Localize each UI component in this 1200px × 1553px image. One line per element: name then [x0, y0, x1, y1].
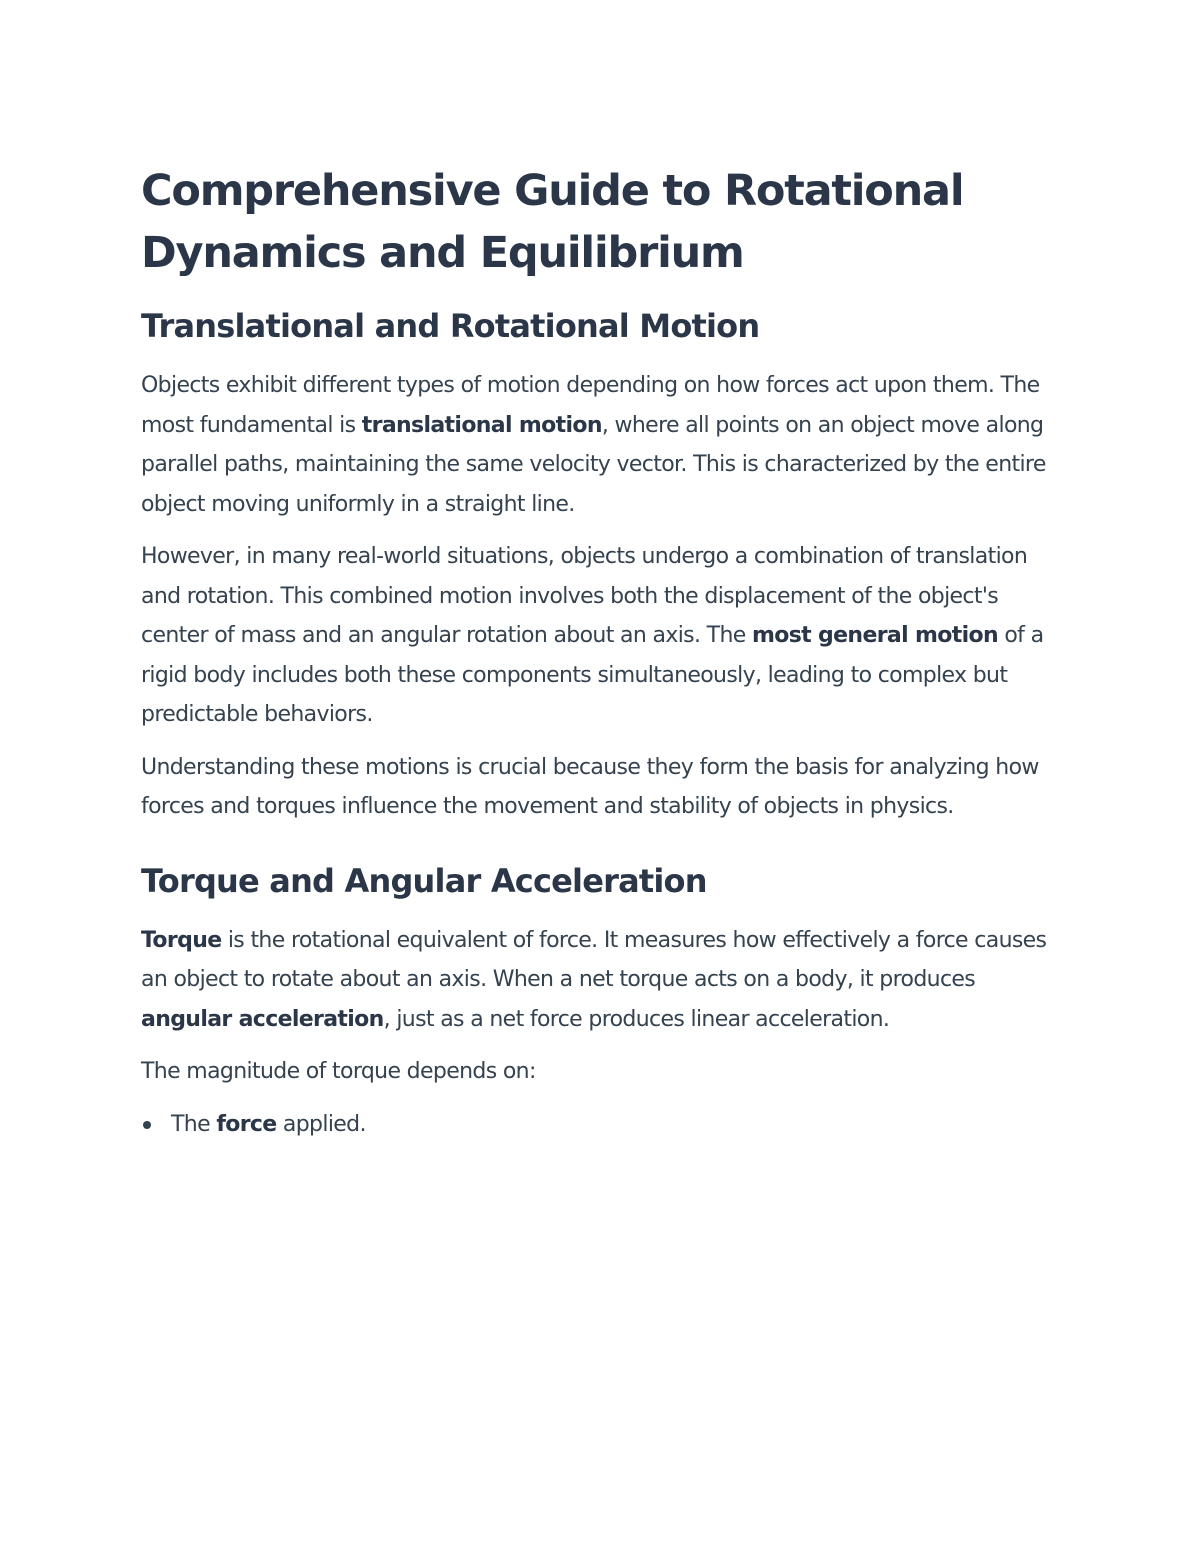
paragraph	[141, 366, 1061, 524]
bold-term: translational motion	[361, 412, 602, 438]
list-item	[141, 1105, 1061, 1145]
document-page	[141, 160, 1061, 1144]
section-translational-rotational-motion	[141, 306, 1061, 827]
bold-term: most general motion	[752, 623, 998, 648]
list-item-text: The	[171, 1111, 217, 1137]
paragraph-text: , where all points on an object move along parallel paths, maintaining the same velocity vector. This is characterized by the entire object moving uniformly in a straight line.	[141, 412, 1046, 517]
bold-term: force	[216, 1111, 277, 1137]
bullet-list	[141, 1105, 1061, 1145]
page-title: Comprehensive Guide to Rotational Dynamics and Equilibrium	[141, 166, 964, 278]
bullet-dot-icon	[143, 1121, 151, 1129]
paragraph	[141, 748, 1061, 827]
section-torque-angular-acceleration	[141, 861, 1061, 1145]
paragraph	[141, 1052, 1061, 1092]
paragraph-text: , just as a net force produces linear acceleration.	[383, 1006, 890, 1032]
list-item-text: applied.	[276, 1111, 366, 1137]
paragraph-text: Understanding these motions is crucial because they form the basis for analyzing how forces and torques influence the movement and stability of objects in physics.	[141, 754, 1039, 819]
paragraph-text: Objects exhibit different types of motion depending on how forces act upon them. The most fundamental is	[141, 373, 1040, 438]
paragraph	[141, 537, 1061, 735]
paragraph-text: is the rotational equivalent of force. It measures how effectively a force causes an object to rotate about an axis. When a net torque acts on a body, it produces	[141, 927, 1047, 992]
section-heading: Translational and Rotational Motion	[141, 307, 760, 345]
bold-term: angular acceleration	[141, 1006, 384, 1032]
bold-term: Torque	[141, 927, 222, 953]
paragraph-text: of a rigid body includes both these components simultaneously, leading to complex but predictable behaviors.	[141, 623, 1044, 727]
section-heading: Torque and Angular Acceleration	[141, 861, 707, 900]
paragraph	[141, 921, 1061, 1040]
paragraph-text: However, in many real-world situations, objects undergo a combination of translation and rotation. This combined motion involves both the displacement of the object's center of mass and an angular rotation about an axis. The	[141, 544, 1028, 648]
paragraph-text: The magnitude of torque depends on:	[141, 1059, 536, 1084]
